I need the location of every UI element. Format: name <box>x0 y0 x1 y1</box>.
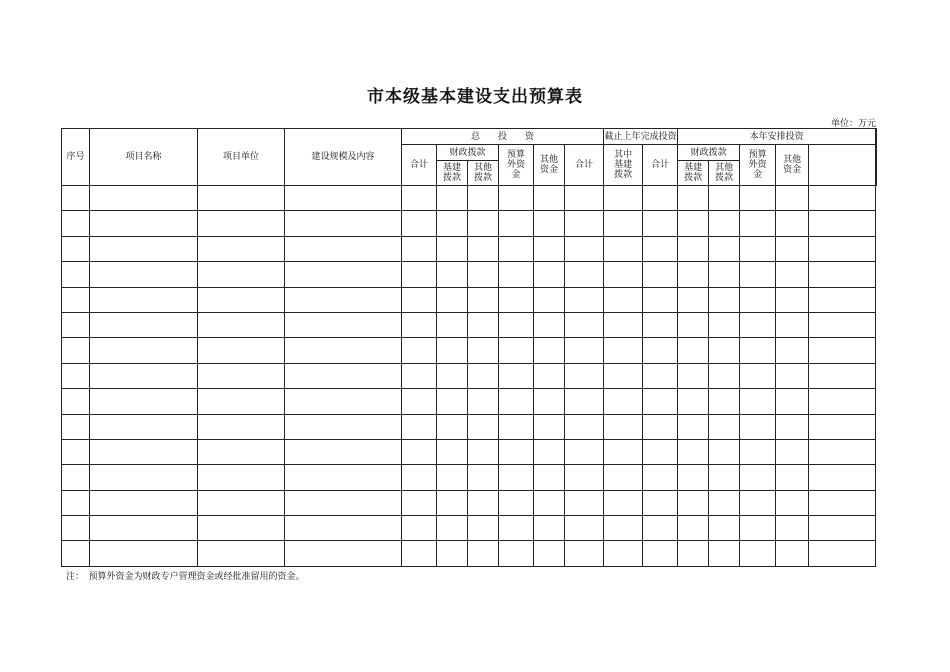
table-cell[interactable] <box>709 338 740 363</box>
header-other-funds: 其他资金 <box>534 145 565 186</box>
table-cell[interactable] <box>534 287 565 312</box>
table-cell[interactable] <box>62 516 90 541</box>
table-cell[interactable] <box>499 516 534 541</box>
table-cell[interactable] <box>740 414 776 439</box>
table-cell[interactable] <box>709 363 740 388</box>
table-cell[interactable] <box>809 516 876 541</box>
table-cell[interactable] <box>565 186 604 211</box>
table-cell[interactable] <box>62 262 90 287</box>
header-this-year: 本年安排投资 <box>678 129 876 145</box>
table-cell[interactable] <box>740 211 776 236</box>
table-cell[interactable] <box>468 414 499 439</box>
table-cell[interactable] <box>776 338 809 363</box>
table-cell[interactable] <box>604 186 643 211</box>
table-cell[interactable] <box>565 516 604 541</box>
table-cell[interactable] <box>776 363 809 388</box>
table-cell[interactable] <box>534 389 565 414</box>
header-this-extra: 预算外资金 <box>740 145 776 186</box>
header-this-other-funds: 其他资金 <box>776 145 809 186</box>
header-construction: 基建拨款 <box>437 161 468 186</box>
header-completed-construction: 其中基建拨款 <box>604 145 643 186</box>
table-cell[interactable] <box>809 541 876 566</box>
table-cell[interactable] <box>499 389 534 414</box>
table-cell[interactable] <box>468 439 499 464</box>
table-cell[interactable] <box>565 465 604 490</box>
table-cell[interactable] <box>402 287 437 312</box>
table-cell[interactable] <box>740 363 776 388</box>
table-cell[interactable] <box>643 490 678 515</box>
table-cell[interactable] <box>809 287 876 312</box>
table-cell[interactable] <box>643 262 678 287</box>
table-cell[interactable] <box>809 414 876 439</box>
table-cell[interactable] <box>468 287 499 312</box>
table-cell[interactable] <box>809 236 876 261</box>
table-cell[interactable] <box>402 236 437 261</box>
table-cell[interactable] <box>90 363 198 388</box>
table-cell[interactable] <box>198 541 285 566</box>
table-cell[interactable] <box>534 262 565 287</box>
table-row <box>62 262 877 287</box>
table-cell[interactable] <box>468 516 499 541</box>
table-cell[interactable] <box>198 363 285 388</box>
table-cell[interactable] <box>534 363 565 388</box>
table-row <box>62 439 877 464</box>
table-cell[interactable] <box>198 389 285 414</box>
table-cell[interactable] <box>62 338 90 363</box>
table-cell[interactable] <box>776 541 809 566</box>
table-cell[interactable] <box>678 186 709 211</box>
table-cell[interactable] <box>534 439 565 464</box>
table-cell[interactable] <box>90 262 198 287</box>
table-cell[interactable] <box>285 363 402 388</box>
table-cell[interactable] <box>468 465 499 490</box>
table-cell[interactable] <box>402 516 437 541</box>
table-cell[interactable] <box>643 287 678 312</box>
table-cell[interactable] <box>198 338 285 363</box>
table-cell[interactable] <box>402 211 437 236</box>
table-cell[interactable] <box>499 414 534 439</box>
table-cell[interactable] <box>198 287 285 312</box>
header-this-fiscal: 财政拨款 <box>678 145 740 161</box>
table-cell[interactable] <box>285 236 402 261</box>
table-cell[interactable] <box>285 312 402 337</box>
table-row <box>62 211 877 236</box>
table-cell[interactable] <box>604 516 643 541</box>
table-cell[interactable] <box>565 262 604 287</box>
table-cell[interactable] <box>534 312 565 337</box>
table-cell[interactable] <box>776 312 809 337</box>
table-cell[interactable] <box>437 262 468 287</box>
table-cell[interactable] <box>402 363 437 388</box>
table-cell[interactable] <box>62 389 90 414</box>
table-cell[interactable] <box>809 389 876 414</box>
table-cell[interactable] <box>499 312 534 337</box>
table-cell[interactable] <box>565 389 604 414</box>
table-cell[interactable] <box>709 541 740 566</box>
table-cell[interactable] <box>740 262 776 287</box>
table-cell[interactable] <box>565 287 604 312</box>
table-cell[interactable] <box>740 465 776 490</box>
table-cell[interactable] <box>285 287 402 312</box>
table-cell[interactable] <box>643 211 678 236</box>
table-cell[interactable] <box>643 541 678 566</box>
table-cell[interactable] <box>499 236 534 261</box>
table-cell[interactable] <box>565 414 604 439</box>
header-total-sum: 合计 <box>402 145 437 186</box>
table-cell[interactable] <box>285 262 402 287</box>
table-cell[interactable] <box>776 262 809 287</box>
table-cell[interactable] <box>402 186 437 211</box>
table-cell[interactable] <box>402 490 437 515</box>
table-row <box>62 363 877 388</box>
table-cell[interactable] <box>776 389 809 414</box>
table-cell[interactable] <box>468 490 499 515</box>
table-cell[interactable] <box>809 211 876 236</box>
table-cell[interactable] <box>534 414 565 439</box>
table-cell[interactable] <box>709 211 740 236</box>
table-cell[interactable] <box>565 541 604 566</box>
table-cell[interactable] <box>499 439 534 464</box>
table-cell[interactable] <box>565 439 604 464</box>
table-cell[interactable] <box>90 414 198 439</box>
table-cell[interactable] <box>604 236 643 261</box>
table-cell[interactable] <box>604 312 643 337</box>
table-cell[interactable] <box>776 439 809 464</box>
table-row <box>62 414 877 439</box>
table-cell[interactable] <box>198 211 285 236</box>
table-cell[interactable] <box>678 439 709 464</box>
header-completed: 截止上年完成投资 <box>604 129 678 145</box>
table-cell[interactable] <box>604 338 643 363</box>
table-cell[interactable] <box>437 389 468 414</box>
budget-table <box>61 128 877 567</box>
table-cell[interactable] <box>740 236 776 261</box>
table-cell[interactable] <box>709 516 740 541</box>
table-cell[interactable] <box>604 490 643 515</box>
table-cell[interactable] <box>62 312 90 337</box>
table-cell[interactable] <box>285 465 402 490</box>
table-cell[interactable] <box>678 236 709 261</box>
table-cell[interactable] <box>604 211 643 236</box>
table-cell[interactable] <box>499 541 534 566</box>
table-cell[interactable] <box>90 516 198 541</box>
table-cell[interactable] <box>285 516 402 541</box>
table-row <box>62 186 877 211</box>
header-this-other-alloc: 其他拨款 <box>709 161 740 186</box>
table-cell[interactable] <box>678 312 709 337</box>
table-row <box>62 236 877 261</box>
table-cell[interactable] <box>740 439 776 464</box>
table-row <box>62 389 877 414</box>
table-cell[interactable] <box>643 389 678 414</box>
table-cell[interactable] <box>740 389 776 414</box>
table-cell[interactable] <box>678 516 709 541</box>
table-cell[interactable] <box>402 338 437 363</box>
table-cell[interactable] <box>709 389 740 414</box>
table-cell[interactable] <box>604 465 643 490</box>
table-cell[interactable] <box>437 312 468 337</box>
header-completed-sum: 合计 <box>565 145 604 186</box>
table-cell[interactable] <box>604 262 643 287</box>
table-cell[interactable] <box>740 312 776 337</box>
table-cell[interactable] <box>776 490 809 515</box>
table-cell[interactable] <box>534 516 565 541</box>
table-cell[interactable] <box>468 236 499 261</box>
table-cell[interactable] <box>809 312 876 337</box>
table-cell[interactable] <box>709 287 740 312</box>
table-cell[interactable] <box>565 338 604 363</box>
table-cell[interactable] <box>534 541 565 566</box>
table-cell[interactable] <box>90 389 198 414</box>
table-cell[interactable] <box>776 465 809 490</box>
table-cell[interactable] <box>776 211 809 236</box>
table-cell[interactable] <box>62 211 90 236</box>
table-cell[interactable] <box>643 439 678 464</box>
table-cell[interactable] <box>678 363 709 388</box>
table-cell[interactable] <box>709 490 740 515</box>
table-row <box>62 287 877 312</box>
table-cell[interactable] <box>468 363 499 388</box>
table-cell[interactable] <box>534 490 565 515</box>
table-cell[interactable] <box>709 186 740 211</box>
table-cell[interactable] <box>402 262 437 287</box>
table-cell[interactable] <box>468 338 499 363</box>
table-cell[interactable] <box>437 236 468 261</box>
table-cell[interactable] <box>285 439 402 464</box>
table-cell[interactable] <box>437 541 468 566</box>
table-cell[interactable] <box>776 186 809 211</box>
table-cell[interactable] <box>437 363 468 388</box>
table-cell[interactable] <box>62 465 90 490</box>
table-row <box>62 541 877 566</box>
table-cell[interactable] <box>437 516 468 541</box>
table-cell[interactable] <box>62 439 90 464</box>
table-cell[interactable] <box>90 236 198 261</box>
table-cell[interactable] <box>90 465 198 490</box>
table-cell[interactable] <box>90 312 198 337</box>
table-cell[interactable] <box>709 262 740 287</box>
table-cell[interactable] <box>402 389 437 414</box>
table-cell[interactable] <box>740 490 776 515</box>
table-cell[interactable] <box>90 490 198 515</box>
table-cell[interactable] <box>604 287 643 312</box>
table-cell[interactable] <box>198 465 285 490</box>
table-cell[interactable] <box>678 541 709 566</box>
table-cell[interactable] <box>437 338 468 363</box>
table-cell[interactable] <box>468 541 499 566</box>
table-cell[interactable] <box>499 287 534 312</box>
table-cell[interactable] <box>565 236 604 261</box>
table-cell[interactable] <box>643 414 678 439</box>
table-cell[interactable] <box>499 211 534 236</box>
table-cell[interactable] <box>437 490 468 515</box>
header-total-investment: 总 投 资 <box>402 129 604 145</box>
table-cell[interactable] <box>740 338 776 363</box>
table-cell[interactable] <box>90 211 198 236</box>
footnote: 注： 预算外资金为财政专户管理资金或经批准留用的资金。 <box>66 572 305 582</box>
header-project-name: 项目名称 <box>90 129 198 186</box>
header-project-unit: 项目单位 <box>198 129 285 186</box>
table-cell[interactable] <box>643 186 678 211</box>
header-scale: 建设规模及内容 <box>285 129 402 186</box>
table-cell[interactable] <box>678 338 709 363</box>
table-cell[interactable] <box>643 465 678 490</box>
table-cell[interactable] <box>198 414 285 439</box>
table-cell[interactable] <box>709 439 740 464</box>
table-cell[interactable] <box>198 186 285 211</box>
table-cell[interactable] <box>499 186 534 211</box>
table-cell[interactable] <box>62 363 90 388</box>
header-other-alloc: 其他拨款 <box>468 161 499 186</box>
table-cell[interactable] <box>534 338 565 363</box>
table-cell[interactable] <box>468 211 499 236</box>
table-cell[interactable] <box>776 414 809 439</box>
table-cell[interactable] <box>437 287 468 312</box>
table-cell[interactable] <box>285 211 402 236</box>
table-cell[interactable] <box>90 439 198 464</box>
table-cell[interactable] <box>643 338 678 363</box>
table-cell[interactable] <box>534 211 565 236</box>
table-cell[interactable] <box>565 211 604 236</box>
table-cell[interactable] <box>198 236 285 261</box>
table-cell[interactable] <box>499 262 534 287</box>
table-cell[interactable] <box>62 490 90 515</box>
table-cell[interactable] <box>499 465 534 490</box>
table-cell[interactable] <box>437 186 468 211</box>
table-cell[interactable] <box>402 312 437 337</box>
table-cell[interactable] <box>402 541 437 566</box>
table-cell[interactable] <box>643 516 678 541</box>
table-cell[interactable] <box>437 211 468 236</box>
table-cell[interactable] <box>198 439 285 464</box>
table-row <box>62 516 877 541</box>
table-cell[interactable] <box>604 363 643 388</box>
table-cell[interactable] <box>62 414 90 439</box>
table-cell[interactable] <box>285 389 402 414</box>
table-cell[interactable] <box>90 186 198 211</box>
table-cell[interactable] <box>534 186 565 211</box>
table-cell[interactable] <box>678 287 709 312</box>
table-cell[interactable] <box>285 186 402 211</box>
table-cell[interactable] <box>709 312 740 337</box>
table-cell[interactable] <box>90 541 198 566</box>
table-cell[interactable] <box>678 465 709 490</box>
table-cell[interactable] <box>709 236 740 261</box>
header-remarks <box>876 129 877 186</box>
header-this-construction: 基建拨款 <box>678 161 709 186</box>
table-cell[interactable] <box>402 465 437 490</box>
table-cell[interactable] <box>468 186 499 211</box>
table-cell[interactable] <box>709 465 740 490</box>
table-cell[interactable] <box>285 490 402 515</box>
table-cell[interactable] <box>809 363 876 388</box>
table-cell[interactable] <box>285 414 402 439</box>
table-cell[interactable] <box>437 414 468 439</box>
table-cell[interactable] <box>809 186 876 211</box>
table-cell[interactable] <box>604 414 643 439</box>
header-seq: 序号 <box>62 129 90 186</box>
table-cell[interactable] <box>198 490 285 515</box>
table-cell[interactable] <box>809 465 876 490</box>
table-cell[interactable] <box>198 516 285 541</box>
table-cell[interactable] <box>468 262 499 287</box>
table-cell[interactable] <box>565 490 604 515</box>
table-cell[interactable] <box>499 363 534 388</box>
table-cell[interactable] <box>534 465 565 490</box>
table-cell[interactable] <box>678 389 709 414</box>
table-cell[interactable] <box>62 541 90 566</box>
table-cell[interactable] <box>776 516 809 541</box>
table-cell[interactable] <box>604 389 643 414</box>
table-cell[interactable] <box>402 439 437 464</box>
table-cell[interactable] <box>678 211 709 236</box>
page-title: 市本级基本建设支出预算表 <box>367 87 583 107</box>
table-cell[interactable] <box>62 236 90 261</box>
table-cell[interactable] <box>198 262 285 287</box>
table-cell[interactable] <box>776 287 809 312</box>
table-cell[interactable] <box>740 541 776 566</box>
table-cell[interactable] <box>468 389 499 414</box>
table-cell[interactable] <box>809 439 876 464</box>
table-cell[interactable] <box>604 439 643 464</box>
table-cell[interactable] <box>468 312 499 337</box>
table-cell[interactable] <box>437 465 468 490</box>
table-cell[interactable] <box>709 414 740 439</box>
table-cell[interactable] <box>499 338 534 363</box>
table-cell[interactable] <box>90 338 198 363</box>
table-cell[interactable] <box>809 490 876 515</box>
table-cell[interactable] <box>565 363 604 388</box>
table-cell[interactable] <box>740 287 776 312</box>
table-cell[interactable] <box>534 236 565 261</box>
table-cell[interactable] <box>776 236 809 261</box>
table-cell[interactable] <box>643 312 678 337</box>
table-cell[interactable] <box>643 363 678 388</box>
table-row <box>62 490 877 515</box>
table-row <box>62 312 877 337</box>
table-cell[interactable] <box>643 236 678 261</box>
table-cell[interactable] <box>740 516 776 541</box>
table-cell[interactable] <box>499 490 534 515</box>
table-cell[interactable] <box>678 262 709 287</box>
header-extra-budget: 预算外资金 <box>499 145 534 186</box>
table-cell[interactable] <box>285 338 402 363</box>
table-cell[interactable] <box>678 414 709 439</box>
header-this-sum: 合计 <box>643 145 678 186</box>
table-cell[interactable] <box>437 439 468 464</box>
table-cell[interactable] <box>62 287 90 312</box>
table-cell[interactable] <box>809 262 876 287</box>
table-row <box>62 465 877 490</box>
table-cell[interactable] <box>740 186 776 211</box>
table-row <box>62 338 877 363</box>
table-cell[interactable] <box>198 312 285 337</box>
table-cell[interactable] <box>565 312 604 337</box>
table-cell[interactable] <box>678 490 709 515</box>
unit-label: 单位：万元 <box>830 119 876 129</box>
table-cell[interactable] <box>285 541 402 566</box>
table-cell[interactable] <box>62 186 90 211</box>
table-cell[interactable] <box>604 541 643 566</box>
table-cell[interactable] <box>402 414 437 439</box>
table-cell[interactable] <box>809 338 876 363</box>
header-fiscal: 财政拨款 <box>437 145 499 161</box>
table-cell[interactable] <box>90 287 198 312</box>
